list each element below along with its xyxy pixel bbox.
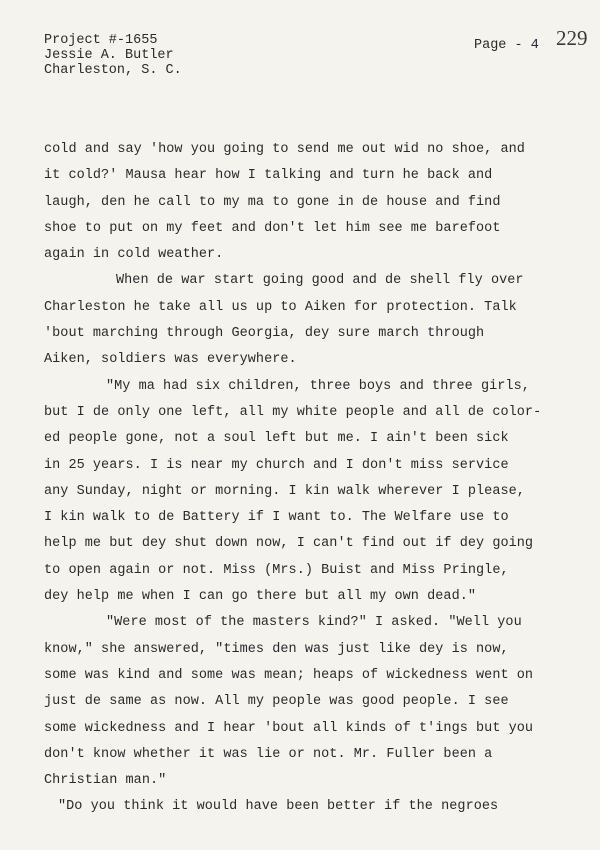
page-label: Page - 4	[474, 38, 539, 53]
text-line: to open again or not. Miss (Mrs.) Buist and Miss Pringle,	[44, 562, 509, 578]
text-line: I kin walk to de Battery if I want to. The Welfare use to	[44, 510, 509, 526]
text-line: don't know whether it was lie or not. Mr. Fuller been a	[44, 746, 493, 762]
text-line: some was kind and some was mean; heaps of wickedness went on	[44, 667, 534, 683]
location: Charleston, S. C.	[44, 63, 182, 78]
author-name: Jessie A. Butler	[44, 48, 174, 63]
text-line: dey help me when I can go there but all my own dead."	[44, 589, 477, 605]
text-line: Aiken, soldiers was everywhere.	[44, 352, 297, 368]
project-header	[44, 33, 182, 78]
text-line: Christian man."	[44, 773, 167, 789]
text-line: "My ma had six children, three boys and three girls,	[106, 378, 530, 394]
text-line: ed people gone, not a soul left but me. I ain't been sick	[44, 431, 509, 447]
text-line: "Were most of the masters kind?" I asked. "Well you	[106, 615, 522, 631]
stamped-page-number: 229	[556, 26, 588, 50]
text-line: shoe to put on my feet and don't let him see me barefoot	[44, 220, 501, 236]
text-line: Charleston he take all us up to Aiken for protection. Talk	[44, 299, 517, 315]
text-line: in 25 years. I is near my church and I don't miss service	[44, 457, 509, 473]
text-line: it cold?' Mausa hear how I talking and turn he back and	[44, 168, 493, 184]
text-line: When de war start going good and de shell fly over	[116, 273, 524, 289]
text-line: "Do you think it would have been better if the negroes	[58, 799, 499, 815]
text-line: laugh, den he call to my ma to gone in de house and find	[44, 194, 501, 210]
text-line: know," she answered, "times den was just like dey is now,	[44, 641, 509, 657]
transcript-body	[44, 137, 564, 821]
text-line: but I de only one left, all my white people and all de color-	[44, 404, 542, 420]
text-line: cold and say 'how you going to send me out wid no shoe, and	[44, 142, 525, 157]
text-line: 'bout marching through Georgia, dey sure march through	[44, 326, 485, 342]
text-line: again in cold weather.	[44, 247, 224, 263]
project-number: Project #-1655	[44, 33, 158, 48]
text-line: any Sunday, night or morning. I kin walk wherever I please,	[44, 483, 525, 499]
text-line: help me but dey shut down now, I can't find out if dey going	[44, 536, 534, 552]
text-line: some wickedness and I hear 'bout all kinds of t'ings but you	[44, 720, 534, 736]
text-line: just de same as now. All my people was good people. I see	[44, 694, 509, 710]
